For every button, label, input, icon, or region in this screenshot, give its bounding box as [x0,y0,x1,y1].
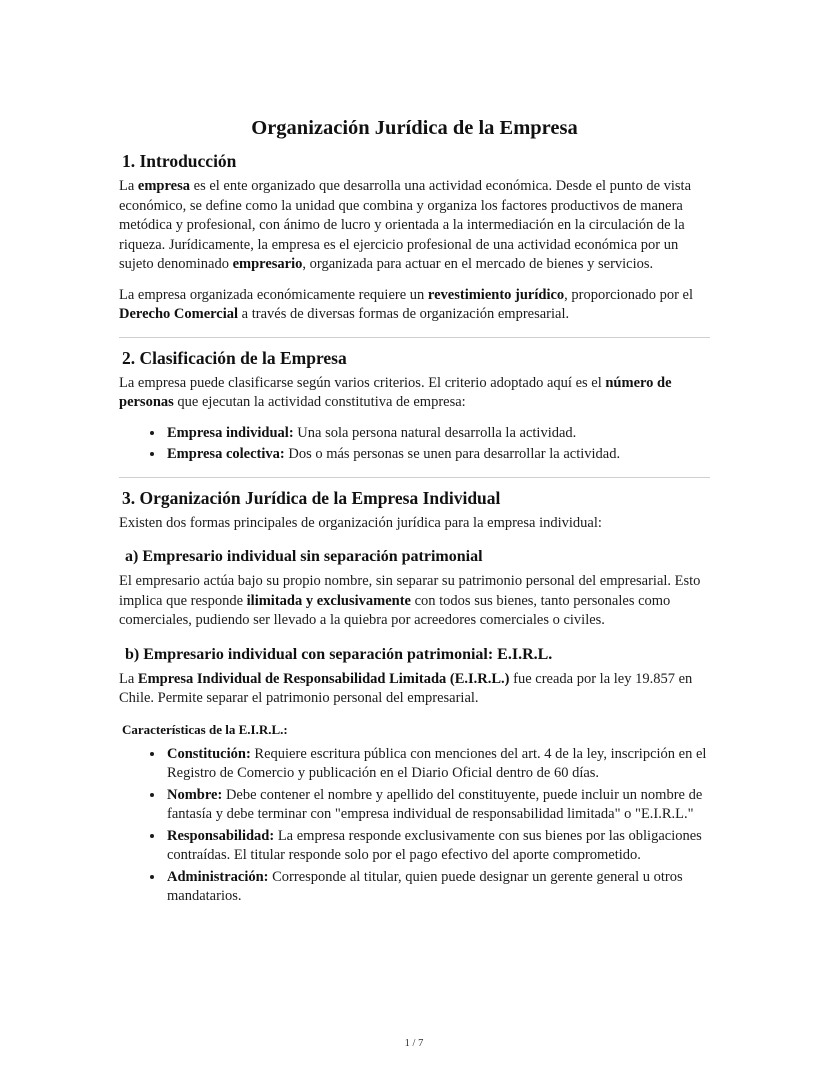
heading-organizacion: 3. Organización Jurídica de la Empresa Individual [122,487,501,508]
page-number: 1 / 7 [404,1038,424,1049]
empresario-con-separacion-paragraph: La Empresa Individual de Responsabilidad Limitada (E.I.R.L.) fue creada por la ley 19.857 en Chile. Permite separar el patrimonio personal del empresarial. [119,670,693,706]
heading-caracteristicas-eirl: Características de la E.I.R.L.: [122,721,288,737]
intro-paragraph-2: La empresa organizada económicamente requiere un revestimiento jurídico, proporcionado por el Derecho Comercial a través de diversas formas de organización empresarial. [119,286,694,322]
section-divider-2 [119,477,710,478]
heading-empresario-sin-separacion: a) Empresario individual sin separación patrimonial [125,548,483,565]
empresario-sin-separacion-paragraph: El empresario actúa bajo su propio nombre, sin separar su patrimonio personal del empresarial. Esto implica que responde ilimitada y exclusivamente con todos sus bienes, tanto personales como comerciales, pudiendo ser llevado a la quiebra por acreedores comerciales o civiles. [119,573,701,628]
heading-introduccion: 1. Introducción [122,151,237,171]
section-organizacion [119,488,710,907]
clasificacion-paragraph: La empresa puede clasificarse según varios criterios. El criterio adoptado aquí es el número de personas que ejecutan la actividad constitutiva de empresa: [119,374,672,410]
heading-empresario-con-separacion: b) Empresario individual con separación patrimonial: E.I.R.L. [125,645,553,663]
list-item-administracion: • Administración: Corresponde al titular, quien puede designar un gerente general u otros mandatarios. [165,868,710,907]
list-item-constitucion: • Constitución: Requiere escritura pública con menciones del art. 4 de la ley, inscripción en el Registro de Comercio y publicación en el Diario Oficial dentro de 60 días. [165,745,710,784]
caracteristicas-list [119,745,710,907]
intro-paragraph-1: La empresa es el ente organizado que desarrolla una actividad económica. Desde el punto de vista económico, se define como la unidad que combina y organiza los factores productivos de manera metódica y profesional, con ánimo de lucro y orientada a la intermediación en la circulación de la riqueza. Jurídicamente, la empresa es el ejercicio profesional de una actividad económica por un sujeto denominado empresario, organizada para actuar en el mercado de bienes y servicios. [119,178,692,272]
section-clasificacion [119,348,710,465]
heading-clasificacion: 2. Clasificación de la Empresa [122,347,347,368]
clasificacion-list [119,424,710,465]
list-item-empresa-individual: • Empresa individual: Una sola persona natural desarrolla la actividad. [165,424,710,444]
list-item-empresa-colectiva: • Empresa colectiva: Dos o más personas se unen para desarrollar la actividad. [165,445,710,465]
page-footer [0,1038,828,1049]
list-item-responsabilidad: • Responsabilidad: La empresa responde exclusivamente con sus bienes por las obligaciones contraídas. El titular responde solo por el pago efectivo del aporte comprometido. [165,827,710,866]
organizacion-paragraph: Existen dos formas principales de organización jurídica para la empresa individual: [119,514,602,531]
document-title: Organización Jurídica de la Empresa [251,117,578,139]
section-introduccion [119,151,710,325]
list-item-nombre: • Nombre: Debe contener el nombre y apellido del constituyente, puede incluir un nombre de fantasía y debe terminar con "empresa individual de responsabilidad limitada" o "E.I.R.L." [165,786,710,825]
section-divider-1 [119,337,710,338]
